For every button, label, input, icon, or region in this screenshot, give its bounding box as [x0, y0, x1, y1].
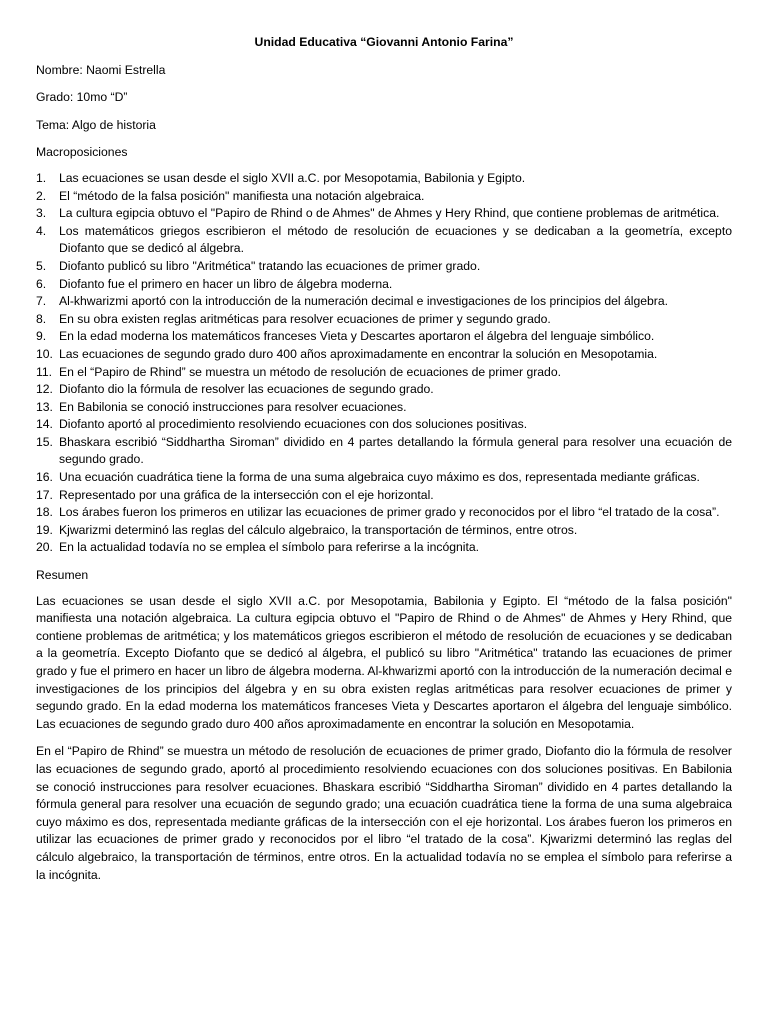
list-item-text: Una ecuación cuadrática tiene la forma de una suma algebraica cuyo máximo es dos, representada mediante gráficas. — [59, 470, 700, 485]
list-item — [36, 170, 732, 188]
list-item — [36, 258, 732, 276]
list-item-number: 16. — [36, 470, 53, 485]
list-item-number: 18. — [36, 505, 53, 520]
list-item — [36, 328, 732, 346]
list-item-number: 2. — [36, 188, 47, 203]
list-item-number: 19. — [36, 522, 53, 537]
list-item-text: Las ecuaciones se usan desde el siglo XVII a.C. por Mesopotamia, Babilonia y Egipto. — [59, 170, 526, 185]
list-item-text: Los matemáticos griegos escribieron el método de resolución de ecuaciones y se dedicaban a la geometría, excepto Diofanto que se dedicó al álgebra. — [59, 223, 732, 256]
list-item-number: 17. — [36, 487, 53, 502]
list-item — [36, 539, 732, 557]
macroposiciones-list — [36, 170, 732, 557]
macroposiciones-heading: Macroposiciones — [36, 145, 128, 160]
list-item — [36, 469, 732, 487]
list-item — [36, 346, 732, 364]
resumen-paragraph: En el “Papiro de Rhind” se muestra un método de resolución de ecuaciones de primer grado, Diofanto dio la fórmula de resolver las ecuaciones de segundo grado, aportó al procedimiento resolviendo ecuaciones con dos soluciones positivas. En Babilonia se conoció instrucciones para resolver ecuaciones. Bhaskara escribió “Siddhartha Siroman” dividido en 4 partes detallando la fórmula general para resolver una ecuación de segundo grado; una ecuación cuadrática tiene la forma de una suma algebraica cuyo máximo es dos, representada mediante gráficas de la intersección con el eje horizontal. Los árabes fueron los primeros en utilizar las ecuaciones de primer grado y reconocidos por el libro “el tratado de la cosa”. Kjwarizmi determinó las reglas del cálculo algebraico, la transportación de términos, entre otros. En la actualidad todavía no se emplea el símbolo para referirse a la incógnita. — [36, 744, 732, 882]
list-item-text: En el “Papiro de Rhind” se muestra un método de resolución de ecuaciones de primer grado. — [59, 364, 562, 379]
list-item-number: 5. — [36, 258, 47, 273]
list-item-text: Al-khwarizmi aportó con la introducción de la numeración decimal e investigaciones de los principios del álgebra. — [59, 294, 669, 309]
list-item-text: Representado por una gráfica de la intersección con el eje horizontal. — [59, 487, 434, 502]
list-item-number: 13. — [36, 399, 53, 414]
list-item — [36, 381, 732, 399]
list-item-text: Diofanto dio la fórmula de resolver las ecuaciones de segundo grado. — [59, 382, 434, 397]
list-item-number: 14. — [36, 417, 53, 432]
list-item — [36, 504, 732, 522]
list-item — [36, 522, 732, 540]
list-item-number: 4. — [36, 223, 47, 238]
list-item — [36, 311, 732, 329]
list-item-number: 15. — [36, 434, 53, 449]
student-grade: Grado: 10mo “D” — [36, 90, 128, 105]
list-item — [36, 399, 732, 417]
list-item — [36, 205, 732, 223]
list-item-number: 9. — [36, 329, 47, 344]
resumen-heading: Resumen — [36, 568, 89, 583]
list-item-number: 12. — [36, 382, 53, 397]
list-item-number: 20. — [36, 540, 53, 555]
list-item — [36, 293, 732, 311]
list-item-text: Las ecuaciones de segundo grado duro 400 años aproximadamente en encontrar la solución en Mesopotamia. — [59, 346, 658, 361]
list-item-text: En Babilonia se conoció instrucciones para resolver ecuaciones. — [59, 399, 407, 414]
document-page — [36, 34, 732, 894]
list-item — [36, 434, 732, 469]
list-item-text: En la edad moderna los matemáticos franceses Vieta y Descartes aportaron el álgebra del lenguaje simbólico. — [59, 329, 655, 344]
topic: Tema: Algo de historia — [36, 117, 156, 132]
document-title: Unidad Educativa “Giovanni Antonio Farina” — [254, 35, 514, 49]
list-item-text: Diofanto publicó su libro "Aritmética" tratando las ecuaciones de primer grado. — [59, 258, 481, 273]
list-item-number: 10. — [36, 346, 53, 361]
list-item — [36, 276, 732, 294]
list-item-text: En su obra existen reglas aritméticas para resolver ecuaciones de primer y segundo grado. — [59, 311, 551, 326]
list-item-number: 1. — [36, 170, 47, 185]
list-item — [36, 364, 732, 382]
list-item-text: Bhaskara escribió “Siddhartha Siroman” dividido en 4 partes detallando la fórmula general para resolver una ecuación de segundo grado. — [59, 434, 732, 467]
list-item-text: Diofanto fue el primero en hacer un libro de álgebra moderna. — [59, 276, 393, 291]
resumen-paragraph: Las ecuaciones se usan desde el siglo XVII a.C. por Mesopotamia, Babilonia y Egipto. El “método de la falsa posición" manifiesta una notación algebraica. La cultura egipcia obtuvo el "Papiro de Rhind o de Ahmes" de Ahmes y Hery Rhind, que contiene problemas de aritmética; y los matemáticos griegos escribieron el método de resolución de ecuaciones y se dedicaban a la geometría. Excepto Diofanto que se dedicó al álgebra, el publicó su libro "Aritmética" tratando las ecuaciones de primer grado y fue el primero en hacer un libro de álgebra moderna. Al-khwarizmi aportó con la introducción de la numeración decimal e investigaciones de los principios del álgebra y en su obra existen reglas aritméticas para resolver ecuaciones de primer y segundo grado. En la edad moderna los matemáticos franceses Vieta y Descartes aportaron el álgebra del lenguaje simbólico. Las ecuaciones de segundo grado duro 400 años aproximadamente en encontrar la solución en Mesopotamia. — [36, 593, 732, 731]
list-item-number: 3. — [36, 206, 47, 221]
list-item-text: Los árabes fueron los primeros en utilizar las ecuaciones de primer grado y reconocidos por el libro “el tratado de la cosa”. — [59, 505, 720, 520]
list-item-number: 6. — [36, 276, 47, 291]
student-name: Nombre: Naomi Estrella — [36, 62, 166, 77]
list-item-number: 7. — [36, 294, 47, 309]
list-item-number: 11. — [36, 364, 53, 379]
list-item — [36, 223, 732, 258]
list-item-text: Kjwarizmi determinó las reglas del cálculo algebraico, la transportación de términos, entre otros. — [59, 522, 578, 537]
list-item-number: 8. — [36, 311, 47, 326]
list-item-text: El “método de la falsa posición" manifiesta una notación algebraica. — [59, 188, 425, 203]
list-item-text: La cultura egipcia obtuvo el "Papiro de Rhind o de Ahmes" de Ahmes y Hery Rhind, que contiene problemas de aritmética. — [59, 206, 720, 221]
list-item — [36, 416, 732, 434]
list-item — [36, 188, 732, 206]
list-item-text: Diofanto aportó al procedimiento resolviendo ecuaciones con dos soluciones positivas. — [59, 417, 528, 432]
list-item-text: En la actualidad todavía no se emplea el símbolo para referirse a la incógnita. — [59, 540, 480, 555]
list-item — [36, 487, 732, 505]
